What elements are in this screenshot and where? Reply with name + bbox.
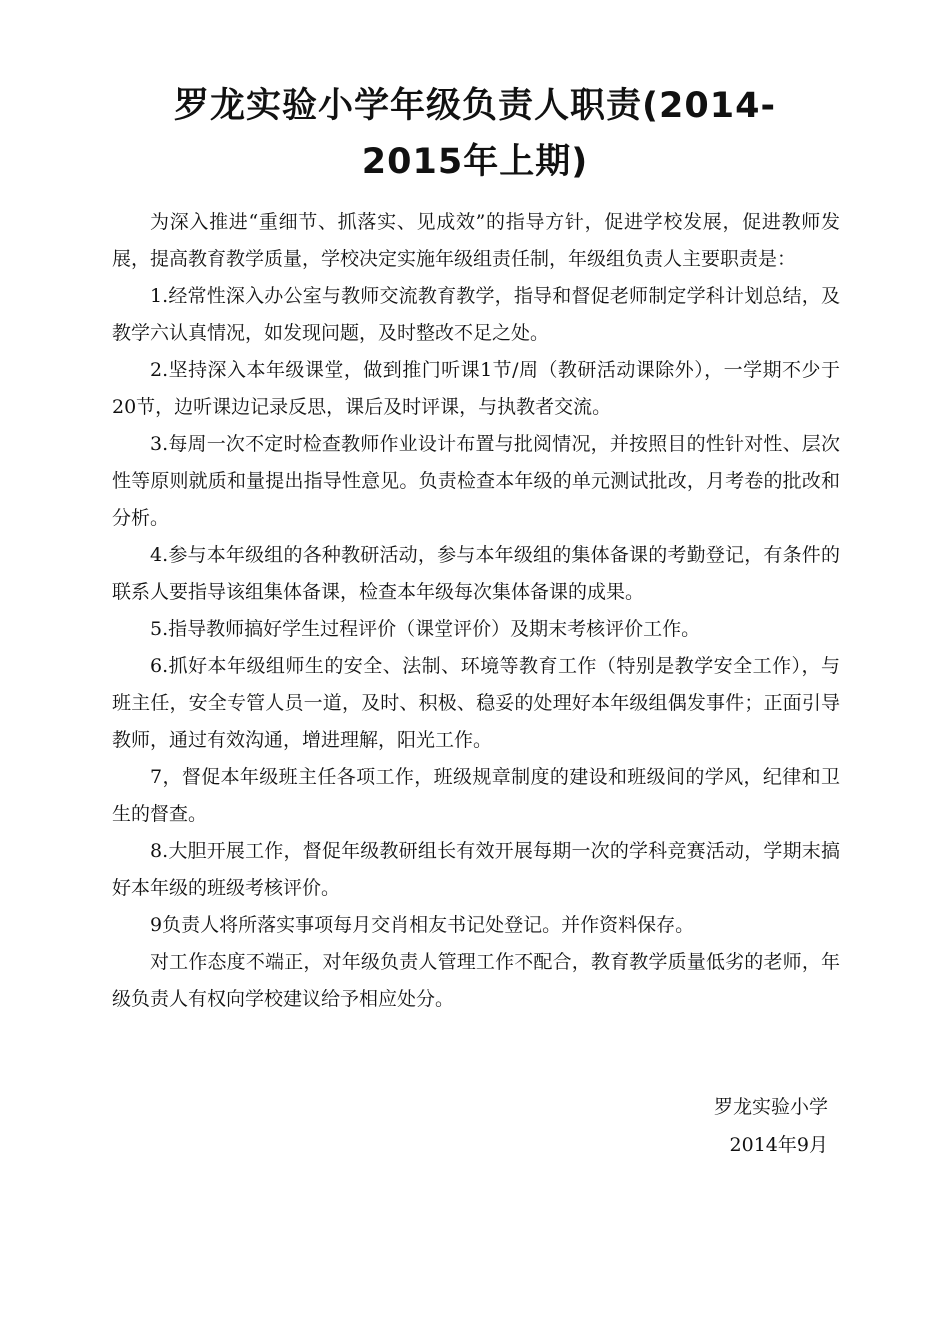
duty-item-6: 6.抓好本年级组师生的安全、法制、环境等教育工作（特别是教学安全工作），与班主任，安全专管人员一道，及时、积极、稳妥的处理好本年级组偶发事件；正面引导教师，通过有效沟通，增进理解，阳光工作。	[112, 655, 840, 751]
title-line-1: 罗龙实验小学年级负责人职责(2014-	[174, 86, 776, 126]
duty-item-4: 4.参与本年级组的各种教研活动，参与本年级组的集体备课的考勤登记，有条件的联系人要指导该组集体备课，检查本年级每次集体备课的成果。	[112, 544, 840, 603]
intro-paragraph: 为深入推进“重细节、抓落实、见成效”的指导方针，促进学校发展，促进教师发展，提高教育教学质量，学校决定实施年级组责任制，年级组负责人主要职责是：	[112, 211, 840, 270]
title-line-2: 2015年上期)	[361, 142, 589, 182]
document-title	[100, 78, 850, 190]
signature-organization: 罗龙实验小学	[713, 1096, 828, 1118]
document-body	[112, 204, 840, 1018]
closing-paragraph: 对工作态度不端正，对年级负责人管理工作不配合，教育教学质量低劣的老师，年级负责人有权向学校建议给予相应处分。	[112, 951, 840, 1010]
duty-item-7: 7，督促本年级班主任各项工作，班级规章制度的建设和班级间的学风，纪律和卫生的督查。	[112, 766, 840, 825]
signature-block	[714, 1088, 828, 1164]
duty-item-1: 1.经常性深入办公室与教师交流教育教学，指导和督促老师制定学科计划总结，及教学六认真情况，如发现问题，及时整改不足之处。	[112, 285, 840, 344]
duty-item-8: 8.大胆开展工作，督促年级教研组长有效开展每期一次的学科竞赛活动，学期末搞好本年级的班级考核评价。	[112, 840, 840, 899]
duty-item-9: 9负责人将所落实事项每月交肖相友书记处登记。并作资料保存。	[150, 914, 695, 936]
duty-item-3: 3.每周一次不定时检查教师作业设计布置与批阅情况，并按照目的性针对性、层次性等原则就质和量提出指导性意见。负责检查本年级的单元测试批改，月考卷的批改和分析。	[112, 433, 840, 529]
duty-item-2: 2.坚持深入本年级课堂，做到推门听课1节/周（教研活动课除外），一学期不少于20节，边听课边记录反思，课后及时评课，与执教者交流。	[112, 359, 840, 418]
signature-date: 2014年9月	[729, 1134, 828, 1156]
duty-item-5: 5.指导教师搞好学生过程评价（课堂评价）及期末考核评价工作。	[150, 618, 701, 640]
